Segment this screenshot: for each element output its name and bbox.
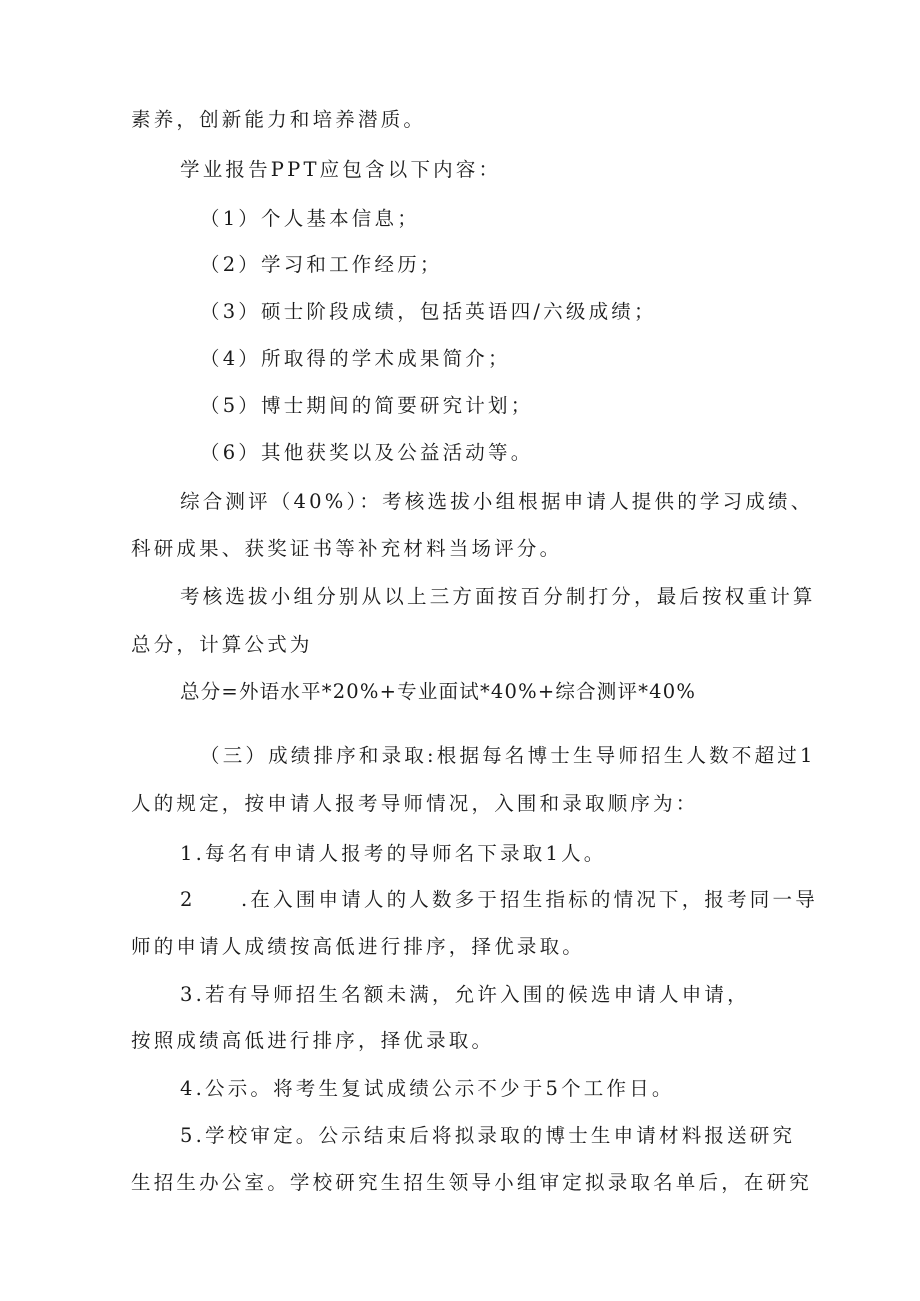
paragraph-line-1: 素养，创新能力和培养潜质。 (131, 108, 427, 131)
numbered-item-5: 5.学校审定。公示结束后将拟录取的博士生申请材料报送研究 (180, 1124, 796, 1147)
list-item-2: （2）学习和工作经历； (200, 253, 443, 276)
paragraph-line-6: 总分，计算公式为 (131, 633, 313, 656)
numbered-item-5-cont: 生招生办公室。学校研究生招生领导小组审定拟录取名单后，在研究 (131, 1171, 813, 1194)
list-item-5: （5）博士期间的简要研究计划； (200, 394, 534, 417)
numbered-item-4: 4.公示。将考生复试成绩公示不少于5个工作日。 (180, 1077, 675, 1100)
paragraph-line-5: 考核选拔小组分别从以上三方面按百分制打分，最后按权重计算 (180, 585, 816, 608)
numbered-item-2: 2 .在入围申请人的人数多于招生指标的情况下，报考同一导 (180, 888, 818, 911)
list-item-4: （4）所取得的学术成果简介； (200, 347, 511, 370)
numbered-item-1: 1.每名有申请人报考的导师名下录取1人。 (180, 842, 607, 865)
paragraph-line-3: 综合测评（40%）：考核选拔小组根据申请人提供的学习成绩、 (180, 490, 814, 513)
list-item-1: （1）个人基本信息； (200, 207, 420, 230)
section-heading-line: （三）成绩排序和录取:根据每名博士生导师招生人数不超过1 (200, 744, 816, 767)
numbered-item-3: 3.若有导师招生名额未满，允许入围的候选申请人申请， (180, 983, 750, 1006)
paragraph-line-2: 学业报告PPT应包含以下内容： (180, 158, 502, 181)
paragraph-line-7: 人的规定，按申请人报考导师情况，入围和录取顺序为： (131, 792, 699, 815)
list-item-3: （3）硕士阶段成绩，包括英语四/六级成绩； (200, 300, 657, 323)
numbered-item-2-cont: 师的申请人成绩按高低进行排序，择优录取。 (131, 935, 586, 958)
numbered-item-3-cont: 按照成绩高低进行排序，择优录取。 (131, 1029, 495, 1052)
list-item-6: （6）其他获奖以及公益活动等。 (200, 441, 534, 464)
formula-line: 总分=外语水平*20%+专业面试*40%+综合测评*40% (180, 680, 697, 703)
paragraph-line-4: 科研成果、获奖证书等补充材料当场评分。 (131, 537, 563, 560)
